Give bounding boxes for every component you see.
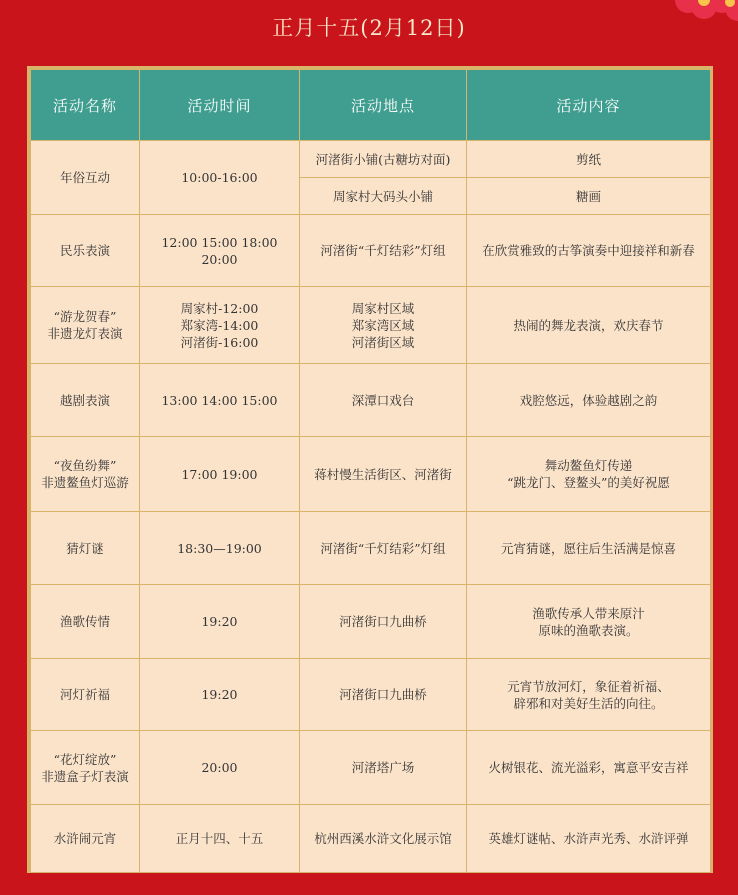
activity-content: 元宵节放河灯，象征着祈福、 辟邪和对美好生活的向往。 [467,659,711,731]
activity-time: 10:00-16:00 [140,141,300,215]
activity-name: “花灯绽放” 非遗盒子灯表演 [31,731,140,805]
activity-content: 戏腔悠远，体验越剧之韵 [467,364,711,437]
header-activity-place: 活动地点 [300,70,467,141]
activity-name: 猜灯谜 [31,512,140,585]
activity-content: 在欣赏雅致的古筝演奏中迎接祥和新春 [467,215,711,287]
header-activity-name: 活动名称 [31,70,140,141]
activity-time: 17:00 19:00 [140,437,300,512]
activity-time: 正月十四、十五 [140,805,300,873]
activity-time: 18:30—19:00 [140,512,300,585]
table-row [31,437,711,512]
table-row [31,364,711,437]
activity-place: 深潭口戏台 [300,364,467,437]
table-row [31,585,711,659]
header-activity-content: 活动内容 [467,70,711,141]
activity-place: 河渚街小铺(古糖坊对面) [300,141,467,178]
activity-name: 水浒闹元宵 [31,805,140,873]
activity-content: 剪纸 [467,141,711,178]
schedule-table-frame [27,66,713,873]
activity-content: 英雄灯谜帖、水浒声光秀、水浒评弹 [467,805,711,873]
activity-content: 火树银花、流光溢彩，寓意平安吉祥 [467,731,711,805]
header-activity-time: 活动时间 [140,70,300,141]
activity-content: 渔歌传承人带来原汁 原味的渔歌表演。 [467,585,711,659]
table-row [31,287,711,364]
table-header-row [31,70,711,141]
activity-place: 河渚塔广场 [300,731,467,805]
activity-name: 越剧表演 [31,364,140,437]
schedule-table [30,69,711,873]
table-row [31,659,711,731]
activity-place: 河渚街“千灯结彩”灯组 [300,215,467,287]
activity-time: 20:00 [140,731,300,805]
activity-place: 河渚街口九曲桥 [300,585,467,659]
activity-name: 河灯祈福 [31,659,140,731]
activity-place: 周家村大码头小铺 [300,178,467,215]
activity-name: 渔歌传情 [31,585,140,659]
table-row [31,731,711,805]
page-title: 正月十五(2月12日) [272,16,466,40]
activity-name: 民乐表演 [31,215,140,287]
activity-place: 河渚街口九曲桥 [300,659,467,731]
activity-content: 糖画 [467,178,711,215]
activity-place: 杭州西溪水浒文化展示馆 [300,805,467,873]
activity-time: 19:20 [140,585,300,659]
activity-time: 周家村-12:00 郑家湾-14:00 河渚街-16:00 [140,287,300,364]
table-row [31,215,711,287]
table-row [31,805,711,873]
activity-place: 蒋村慢生活街区、河渚街 [300,437,467,512]
activity-content: 舞动鳌鱼灯传递 “跳龙门、登鳌头”的美好祝愿 [467,437,711,512]
activity-name: “游龙贺春” 非遗龙灯表演 [31,287,140,364]
activity-name: “夜鱼纷舞” 非遗鳌鱼灯巡游 [31,437,140,512]
activity-time: 19:20 [140,659,300,731]
plum-blossom-icon [668,0,738,26]
table-row [31,141,711,178]
table-row [31,512,711,585]
activity-content: 元宵猜谜，愿往后生活满是惊喜 [467,512,711,585]
activity-place: 河渚街“千灯结彩”灯组 [300,512,467,585]
activity-content: 热闹的舞龙表演，欢庆春节 [467,287,711,364]
activity-place: 周家村区域 郑家湾区域 河渚街区域 [300,287,467,364]
activity-time: 13:00 14:00 15:00 [140,364,300,437]
activity-name: 年俗互动 [31,141,140,215]
activity-time: 12:00 15:00 18:00 20:00 [140,215,300,287]
